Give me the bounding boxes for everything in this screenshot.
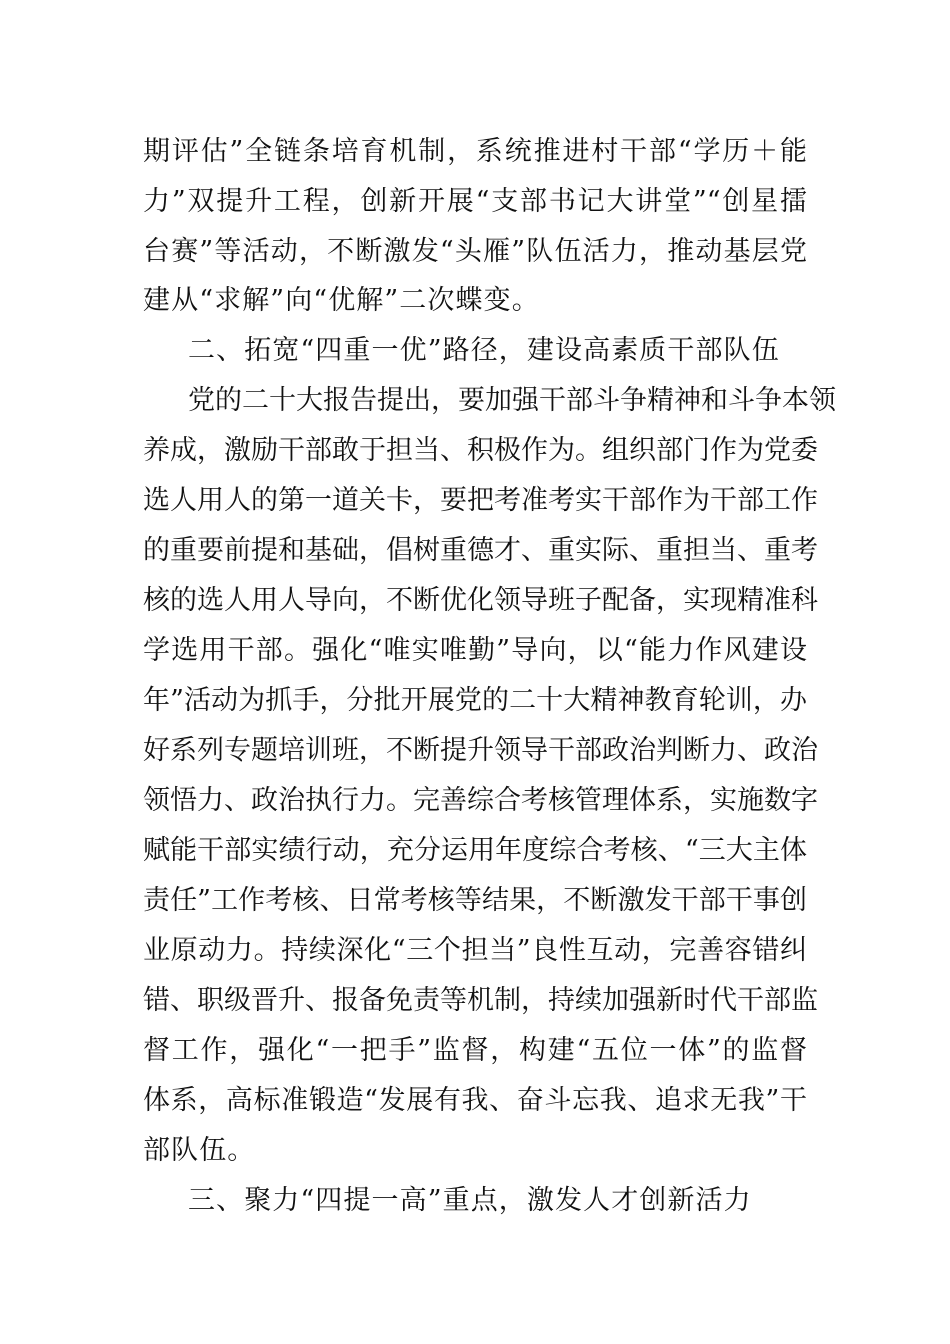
paragraph-line: 督工作，强化“一把手”监督，构建“五位一体”的监督 bbox=[143, 1035, 807, 1066]
paragraph-line: 养成，激励干部敢于担当、积极作为。组织部门作为党委 bbox=[143, 435, 818, 466]
paragraph-line: 学选用干部。强化“唯实唯勤”导向，以“能力作风建设 bbox=[143, 635, 807, 666]
paragraph-line: 好系列专题培训班，不断提升领导干部政治判断力、政治 bbox=[143, 735, 818, 766]
paragraph-line: 期评估”全链条培育机制，系统推进村干部“学历＋能 bbox=[143, 136, 807, 167]
paragraph-line: 责任”工作考核、日常考核等结果，不断激发干部干事创 bbox=[143, 885, 807, 916]
paragraph-line: 核的选人用人导向，不断优化领导班子配备，实现精准科 bbox=[143, 585, 818, 616]
paragraph-line: 业原动力。持续深化“三个担当”良性互动，完善容错纠 bbox=[143, 935, 807, 966]
paragraph-line: 建从“求解”向“优解”二次蝶变。 bbox=[143, 285, 540, 316]
paragraph-line: 台赛”等活动，不断激发“头雁”队伍活力，推动基层党 bbox=[143, 236, 807, 267]
paragraph-line: 体系，高标准锻造“发展有我、奋斗忘我、追求无我”干 bbox=[143, 1085, 807, 1116]
paragraph-line: 部队伍。 bbox=[143, 1135, 256, 1166]
paragraph-line: 赋能干部实绩行动，充分运用年度综合考核、“三大主体 bbox=[143, 835, 807, 866]
paragraph-line: 年”活动为抓手，分批开展党的二十大精神教育轮训，办 bbox=[143, 685, 807, 716]
paragraph-line: 力”双提升工程，创新开展“支部书记大讲堂”“创星擂 bbox=[143, 186, 807, 217]
paragraph-line: 党的二十大报告提出，要加强干部斗争精神和斗争本领 bbox=[188, 385, 836, 416]
paragraph-line: 领悟力、政治执行力。完善综合考核管理体系，实施数字 bbox=[143, 785, 818, 816]
paragraph-line: 错、职级晋升、报备免责等机制，持续加强新时代干部监 bbox=[143, 985, 818, 1016]
paragraph-line: 的重要前提和基础，倡树重德才、重实际、重担当、重考 bbox=[143, 535, 818, 566]
section-heading-3: 三、聚力“四提一高”重点，激发人才创新活力 bbox=[188, 1185, 752, 1216]
section-heading-2: 二、拓宽“四重一优”路径，建设高素质干部队伍 bbox=[188, 335, 780, 366]
paragraph-line: 选人用人的第一道关卡，要把考准考实干部作为干部工作 bbox=[143, 485, 818, 516]
